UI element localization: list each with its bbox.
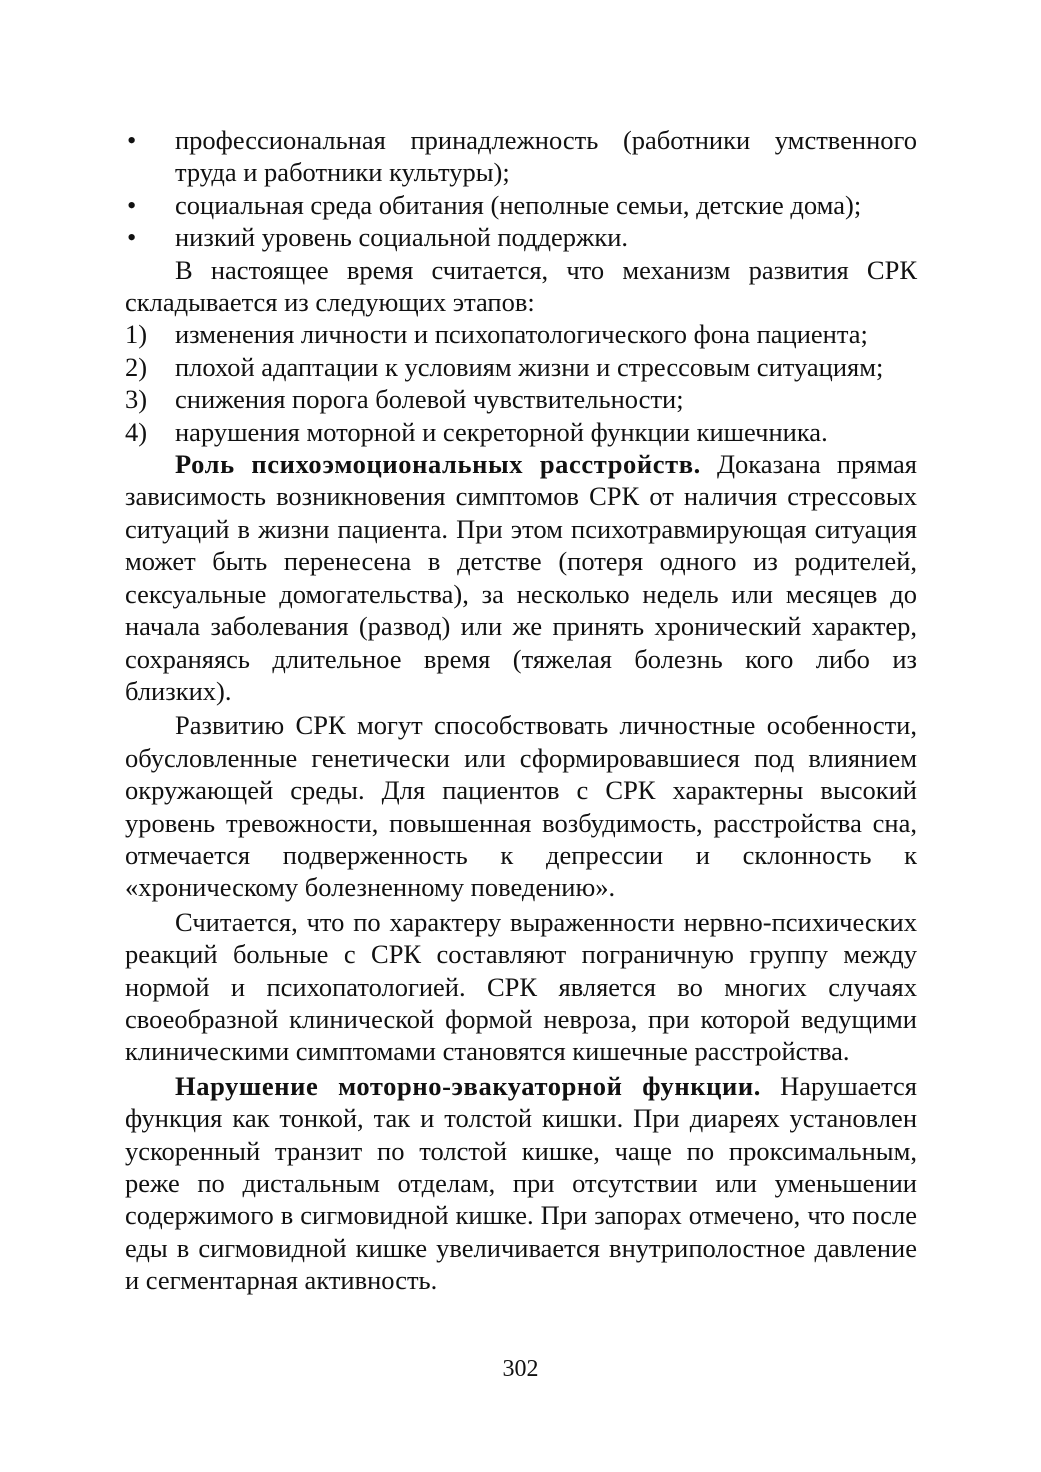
bullet-item [125, 124, 917, 189]
item-number: 1) [125, 319, 148, 350]
item-text: нарушения моторной и секреторной функции кишечника. [175, 416, 828, 447]
intro-paragraph: В настоящее время считается, что механизм развития СРК складывается из следующих этапов: [125, 254, 917, 318]
item-number: 2) [125, 351, 148, 382]
motor-section-paragraph [125, 1070, 917, 1297]
section-heading: Роль психоэмоциональных расстройств. [175, 449, 701, 480]
psycho-section-paragraph [125, 448, 917, 707]
section-text: Нарушается функция как тонкой, так и толстой кишки. При диареях установлен ускоренный транзит по толстой кишке, чаще по проксимальным, реже по дистальным отделам, при отсутствии или уменьшении содержимого в сигмовидной кишке. При запорах отмечено, что после еды в сигмовидной кишке увеличивается внутриполостное давление и сегментарная активность. [125, 1070, 917, 1296]
bullet-marker: • [127, 125, 137, 155]
bullet-marker: • [127, 222, 137, 253]
page-content [125, 124, 917, 1297]
bullet-marker: • [127, 189, 137, 220]
numbered-item [125, 318, 917, 350]
bullet-text: социальная среда обитания (неполные семьи, детские дома); [175, 189, 862, 220]
section-text: Доказана прямая зависимость возникновения симптомов СРК от наличия стрессовых ситуаций в жизни пациента. При этом психотравмирующая ситуация может быть перенесена в детстве (потеря одного из родителей, сексуальные домогательства), за несколько недель или месяцев до начала заболевания (развод) или же принять хронический характер, сохраняясь длительное время (тяжелая болезнь кого либо из близких). [125, 449, 917, 706]
item-number: 4) [125, 416, 148, 447]
section-heading: Нарушение моторно-эвакуаторной функции. [175, 1070, 761, 1101]
item-text: плохой адаптации к условиям жизни и стрессовым ситуациям; [175, 351, 884, 382]
bullet-item [125, 221, 917, 253]
numbered-item [125, 416, 917, 448]
personality-paragraph: Развитию СРК могут способствовать личностные особенности, обусловленные генетически или сформировавшиеся под влиянием окружающей среды. Для пациентов с СРК характерны высокий уровень тревожности, повышенная возбудимость, расстройства сна, отмечается подверженность к депрессии и склонность к «хроническому болезненному поведению». [125, 710, 917, 903]
bullet-item [125, 189, 917, 221]
item-text: снижения порога болевой чувствительности; [175, 384, 684, 415]
page-number: 302 [502, 1356, 539, 1382]
item-number: 3) [125, 384, 148, 415]
bullet-text: низкий уровень социальной поддержки. [175, 222, 629, 253]
borderline-paragraph: Считается, что по характеру выраженности нервно-психических реакций больные с СРК составляют пограничную группу между нормой и психопатологией. СРК является во многих случаях своеобразной клинической формой невроза, при которой ведущими клиническими симптомами становятся кишечные расстройства. [125, 906, 917, 1067]
item-text: изменения личности и психопатологического фона пациента; [175, 319, 868, 350]
bullet-text: профессиональная принадлежность (работники умственного труда и работники культуры); [175, 125, 917, 188]
numbered-item [125, 383, 917, 415]
numbered-item [125, 351, 917, 383]
